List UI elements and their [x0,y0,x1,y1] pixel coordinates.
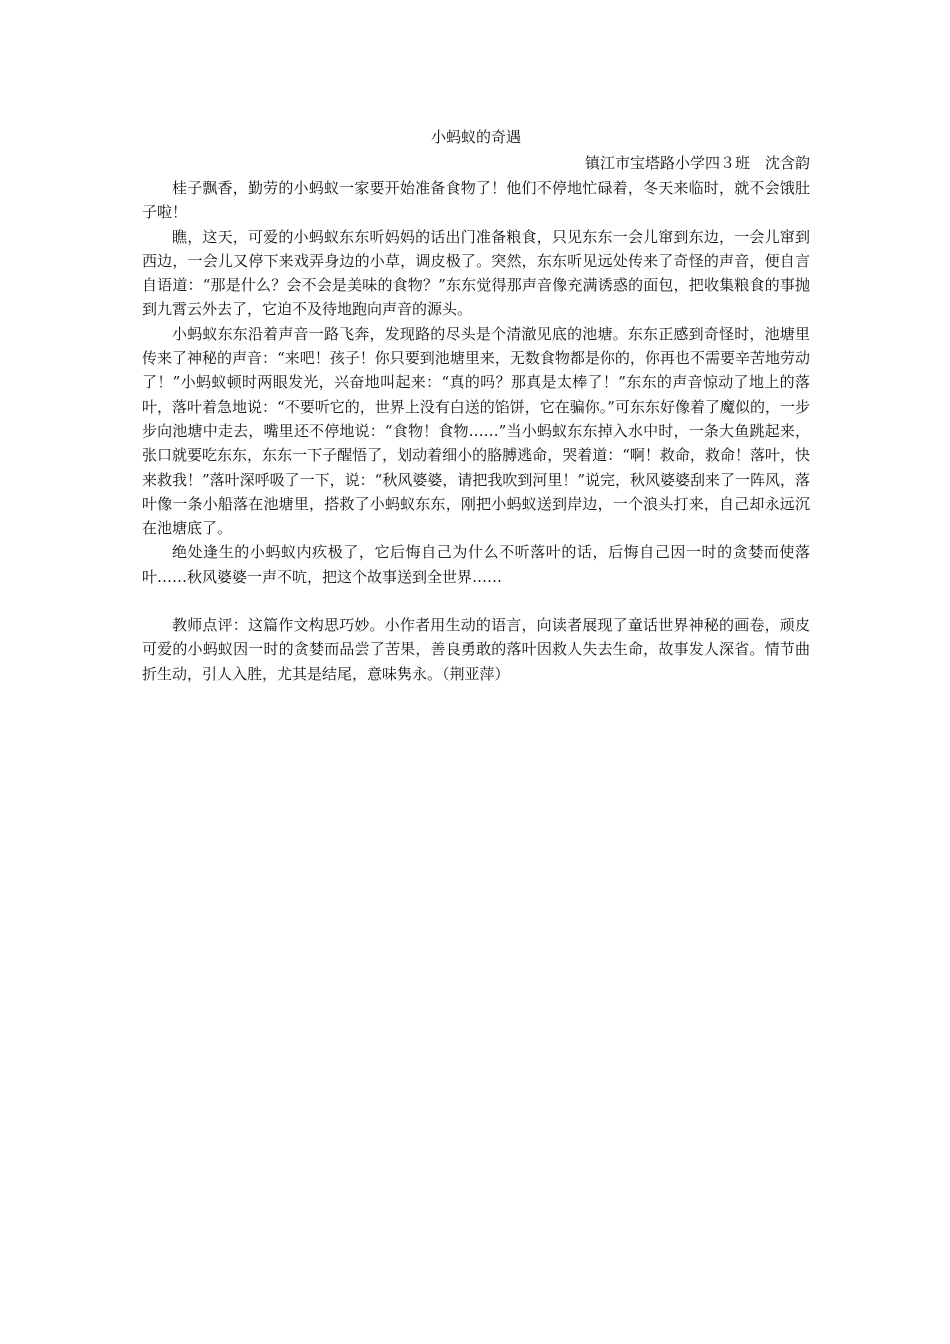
document-page [142,124,810,686]
author-line: 镇江市宝塔路小学四３班 沈含韵 [584,154,810,172]
document-title: 小蚂蚁的奇遇 [430,128,521,146]
paragraph-4: 绝处逢生的小蚂蚁内疚极了，它后悔自己为什么不听落叶的话，后悔自己因一时的贪婪而使落叶……秋风婆婆一声不吭，把这个故事送到全世界…… [142,543,810,586]
paragraph-1: 桂子飘香，勤劳的小蚂蚁一家要开始准备食物了！他们不停地忙碌着，冬天来临时，就不会饿肚子啦！ [142,179,810,222]
teacher-comment: 教师点评：这篇作文构思巧妙。小作者用生动的语言，向读者展现了童话世界神秘的画卷，顽皮可爱的小蚂蚁因一时的贪婪而品尝了苦果，善良勇敢的落叶因救人失去生命，故事发人深省。情节曲折生动，引人入胜，尤其是结尾，意味隽永。（荆亚萍） [142,616,810,683]
blank-line [142,589,810,613]
paragraph-2: 瞧，这天，可爱的小蚂蚁东东听妈妈的话出门准备粮食，只见东东一会儿窜到东边，一会儿窜到西边，一会儿又停下来戏弄身边的小草，调皮极了。突然，东东听见远处传来了奇怪的声音，便自言自语道：“那是什么？会不会是美味的食物？”东东觉得那声音像充满诱惑的面包，把收集粮食的事抛到九霄云外去了，它迫不及待地跑向声音的源头。 [142,227,810,319]
paragraph-3: 小蚂蚁东东沿着声音一路飞奔，发现路的尽头是个清澈见底的池塘。东东正感到奇怪时，池塘里传来了神秘的声音：“来吧！孩子！你只要到池塘里来，无数食物都是你的，你再也不需要辛苦地劳动了！”小蚂蚁顿时两眼发光，兴奋地叫起来：“真的吗？那真是太棒了！”东东的声音惊动了地上的落叶，落叶着急地说：“不要听它的，世界上没有白送的馅饼，它在骗你。”可东东好像着了魔似的，一步步向池塘中走去，嘴里还不停地说：“食物！食物……”当小蚂蚁东东掉入水中时，一条大鱼跳起来，张口就要吃东东，东东一下子醒悟了，划动着细小的胳膊逃命，哭着道：“啊！救命，救命！落叶，快来救我！”落叶深呼吸了一下，说：“秋风婆婆，请把我吹到河里！”说完，秋风婆婆刮来了一阵风，落叶像一条小船落在池塘里，搭救了小蚂蚁东东，刚把小蚂蚁送到岸边，一个浪头打来，自己却永远沉在池塘底了。 [142,324,811,538]
